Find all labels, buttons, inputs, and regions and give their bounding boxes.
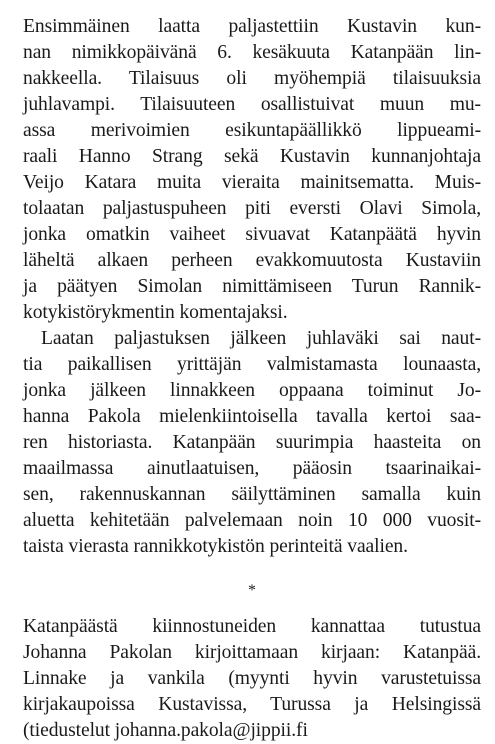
paragraph-1 (23, 14, 481, 326)
text-line: taista vierasta rannikkotykistön perinteitä vaalien. (23, 536, 408, 557)
text-line: kirjakaupoissa Kustavissa, Turussa ja Helsingissä (23, 694, 481, 715)
closing-paragraph (23, 614, 481, 744)
text-line: Laatan paljastuksen jälkeen juhlaväki sai naut- (41, 328, 481, 349)
text-line: läheltä alkaen perheen evakkomuutosta Kustaviin (23, 250, 481, 271)
text-line: ja päätyen Simolan nimittämiseen Turun Rannik- (23, 276, 481, 297)
text-line: nakkeella. Tilaisuus oli myöhempiä tilaisuuksia (23, 68, 481, 89)
text-line: maailmassa ainutlaatuisen, pääosin tsaarinaikai- (23, 458, 481, 479)
text-line: Ensimmäinen laatta paljastettiin Kustavin kun- (23, 16, 481, 37)
text-line: ren historiasta. Katanpään suurimpia haasteita on (23, 432, 481, 453)
text-line: Linnake ja vankila (myynti hyvin varustetuissa (23, 668, 481, 689)
section-separator: * (248, 582, 256, 599)
text-line: kotykistörykmentin komentajaksi. (23, 302, 288, 323)
text-line: raali Hanno Strang sekä Kustavin kunnanjohtaja (23, 146, 481, 167)
text-line: jonka omatkin vaiheet sivuavat Katanpäätä hyvin (23, 224, 481, 245)
text-line: aluetta kehitetään palvelemaan noin 10 000 vuosit- (23, 510, 481, 531)
document-page (23, 14, 481, 744)
text-line: hanna Pakola mielenkiintoisella tavalla kertoi saa- (23, 406, 481, 427)
text-line: Katanpäästä kiinnostuneiden kannattaa tutustua (23, 616, 481, 637)
text-line: jonka jälkeen linnakkeen oppaana toiminut Jo- (23, 380, 481, 401)
text-line: (tiedustelut johanna.pakola@jippii.fi (23, 720, 308, 741)
text-line: nan nimikkopäivänä 6. kesäkuuta Katanpään lin- (23, 42, 481, 63)
paragraph-2 (23, 326, 481, 560)
text-line: tolaatan paljastuspuheen piti eversti Olavi Simola, (23, 198, 481, 219)
text-line: assa merivoimien esikuntapäällikkö lippueami- (23, 120, 481, 141)
text-line: Johanna Pakolan kirjoittamaan kirjaan: Katanpää. (23, 642, 481, 663)
text-line: Veijo Katara muita vieraita mainitsematta. Muis- (23, 172, 481, 193)
text-line: juhlavampi. Tilaisuuteen osallistuivat muun mu- (23, 94, 481, 115)
text-line: sen, rakennuskannan säilyttäminen samalla kuin (23, 484, 481, 505)
text-line: tia paikallisen yrittäjän valmistamasta lounaasta, (23, 354, 481, 375)
